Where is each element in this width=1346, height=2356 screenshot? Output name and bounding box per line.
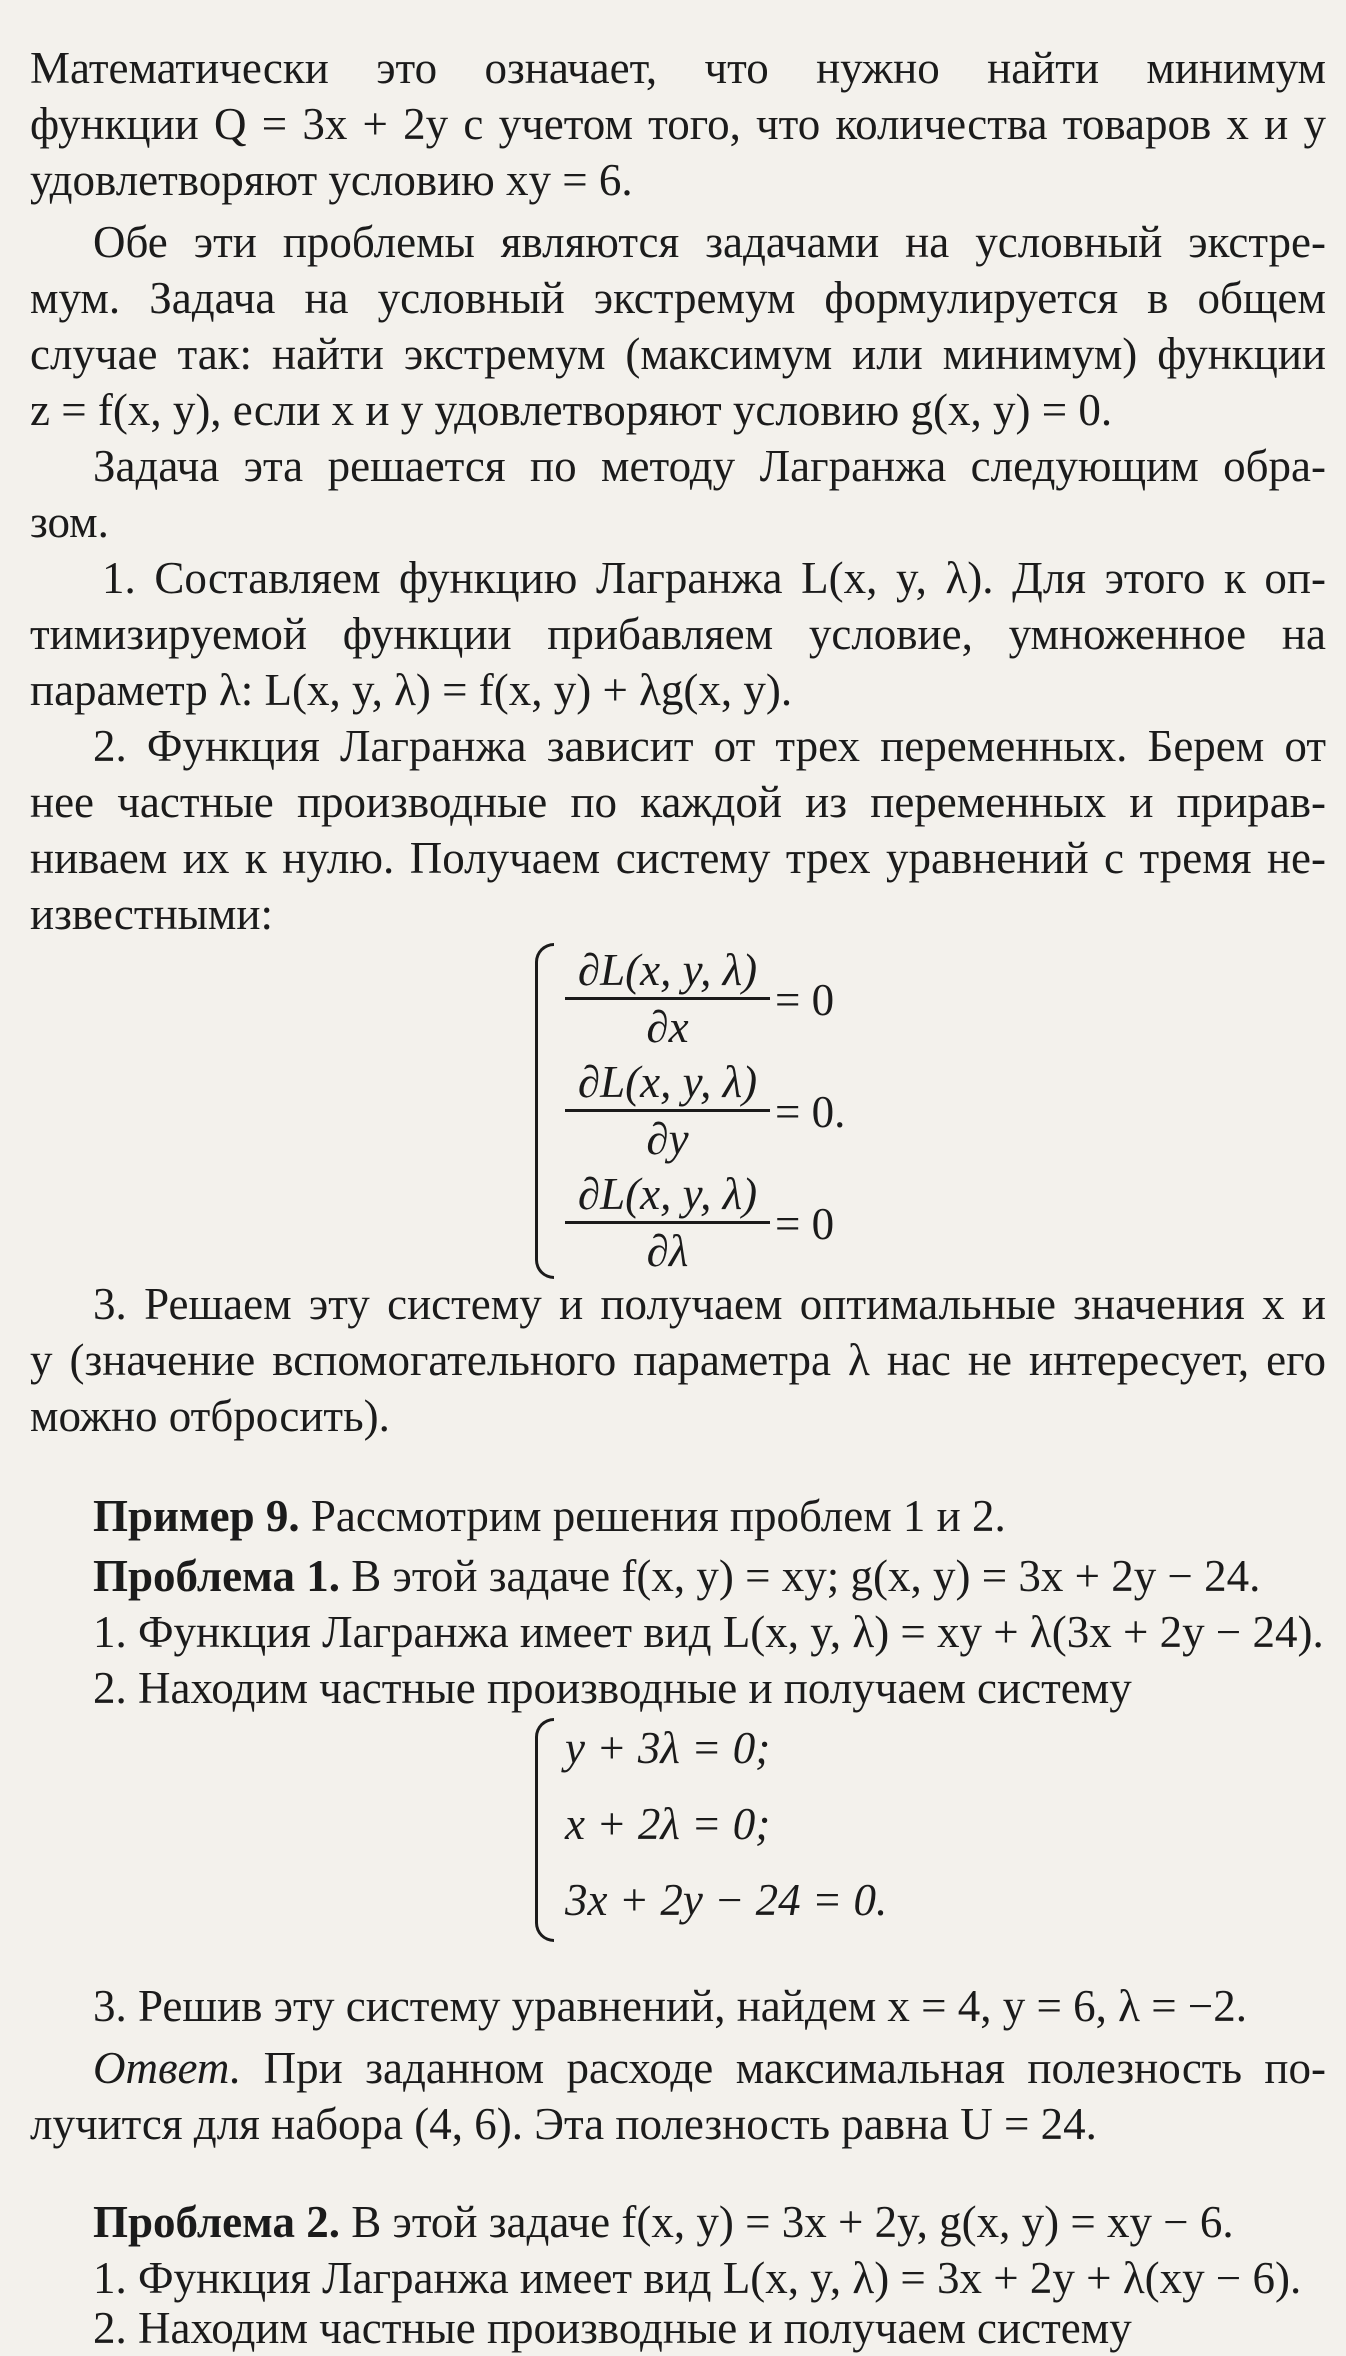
fraction-denominator: ∂x [646, 1002, 689, 1052]
system-brace [535, 943, 554, 1279]
problem-heading [30, 1548, 1326, 1604]
equation-rhs: = 0 [775, 1199, 835, 1249]
lagrange-system [535, 943, 855, 1283]
text-line: 2. Находим частные производные и получаем систему [93, 1663, 1132, 1713]
text-line: z = f(x, y), если x и y удовлетворяют условию g(x, y) = 0. [30, 385, 1113, 435]
text-line: 3. Решив эту систему уравнений, найдем x = 4, y = 6, λ = −2. [93, 1981, 1248, 2031]
system-brace [535, 1718, 554, 1942]
system-equation: x + 2λ = 0; [565, 1799, 771, 1849]
text-line: 1. Функция Лагранжа имеет вид L(x, y, λ) = xy + λ(3x + 2y − 24). [93, 1607, 1324, 1657]
answer-line [30, 2040, 1326, 2096]
fraction-dlambda [565, 1167, 770, 1278]
text-line: Математически это означает, что нужно найти минимум [30, 43, 1326, 93]
text-line: 2. Функция Лагранжа зависит от трех переменных. Берем от [93, 721, 1326, 771]
text-line: 1. Составляем функцию Лагранжа L(x, y, λ). Для этого к оп- [102, 553, 1326, 603]
fraction-dy [565, 1055, 770, 1166]
problem-text: В этой задаче f(x, y) = xy; g(x, y) = 3x + 2y − 24. [339, 1551, 1261, 1601]
text-line: можно отбросить). [30, 1391, 390, 1441]
problem-title: Проблема 1. [93, 1551, 340, 1601]
text-line: лучится для набора (4, 6). Эта полезность равна U = 24. [30, 2099, 1097, 2149]
system-equation: y + 3λ = 0; [565, 1723, 771, 1773]
answer-text: При заданном расходе максимальная полезность по- [241, 2043, 1326, 2093]
text-line: Задача эта решается по методу Лагранжа следующим обра- [93, 441, 1326, 491]
text-line: известными: [30, 889, 273, 939]
example-title: Пример 9. [93, 1491, 300, 1541]
answer-label: Ответ. [93, 2043, 242, 2093]
text-line-content: 2. Находим частные производные и получаем систему [93, 2303, 1132, 2353]
text-line: зом. [30, 497, 109, 547]
fraction-denominator: ∂λ [646, 1226, 689, 1276]
text-line: тимизируемой функции прибавляем условие, умноженное на [30, 609, 1326, 659]
fraction-numerator: ∂L(x, y, λ) [577, 1057, 758, 1107]
text-line: ниваем их к нулю. Получаем систему трех уравнений с тремя не- [30, 833, 1326, 883]
fraction-dx [565, 943, 770, 1054]
text-line: y (значение вспомогательного параметра λ нас не интересует, его [30, 1335, 1326, 1385]
text-line: параметр λ: L(x, y, λ) = f(x, y) + λg(x, y). [30, 665, 793, 715]
text-line: 1. Функция Лагранжа имеет вид L(x, y, λ) = 3x + 2y + λ(xy − 6). [93, 2253, 1302, 2303]
text-line: нее частные производные по каждой из переменных и прирав- [30, 777, 1326, 827]
problem-heading [30, 2194, 1326, 2250]
text-line: удовлетворяют условию xy = 6. [30, 155, 633, 205]
text-line: функции Q = 3x + 2y с учетом того, что количества товаров x и y [30, 99, 1326, 149]
system-equation: 3x + 2y − 24 = 0. [565, 1875, 888, 1925]
text-line: Обе эти проблемы являются задачами на условный экстре- [93, 217, 1326, 267]
problem-title: Проблема 2. [93, 2197, 340, 2247]
equation-rhs: = 0. [775, 1087, 846, 1137]
text-line: мум. Задача на условный экстремум формулируется в общем [30, 273, 1326, 323]
fraction-denominator: ∂y [646, 1114, 689, 1164]
problem-text: В этой задаче f(x, y) = 3x + 2y, g(x, y) = xy − 6. [339, 2197, 1234, 2247]
fraction-numerator: ∂L(x, y, λ) [577, 1169, 758, 1219]
problem1-system [535, 1718, 935, 1948]
equation-rhs: = 0 [775, 975, 835, 1025]
example-heading [30, 1488, 1326, 1544]
text-line: 3. Решаем эту систему и получаем оптимальные значения x и [93, 1279, 1326, 1329]
example-text: Рассмотрим решения проблем 1 и 2. [299, 1491, 1006, 1541]
fraction-numerator: ∂L(x, y, λ) [577, 945, 758, 995]
text-line: случае так: найти экстремум (максимум или минимум) функции [30, 329, 1326, 379]
